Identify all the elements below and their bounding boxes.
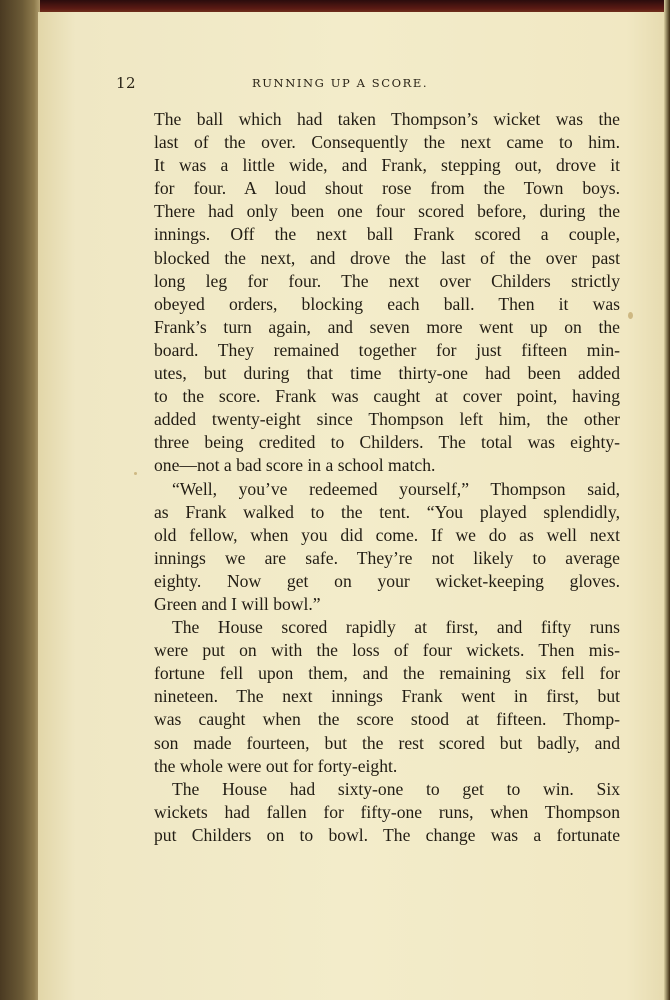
text-line: last of the over. Consequently the next came to him.: [154, 132, 620, 153]
text-line: The ball which had taken Thompson’s wicket was the: [154, 109, 620, 129]
text-line: wickets had fallen for fifty-one runs, when Thompson: [154, 801, 620, 822]
book-binding: [0, 0, 40, 1000]
text-line: Green and I will bowl.”: [154, 593, 321, 614]
text-line: “Well, you’ve redeemed yourself,” Thompson said,: [172, 478, 620, 499]
page-edge: [664, 0, 670, 1000]
text-line: one—not a bad score in a school match.: [154, 455, 436, 476]
page-header: [116, 74, 616, 94]
running-head: RUNNING UP A SCORE.: [252, 76, 429, 90]
text-line: blocked the next, and drove the last of the over past: [154, 247, 620, 268]
text-line: It was a little wide, and Frank, stepping out, drove it: [154, 155, 620, 176]
text-line: innings we are safe. They’re not likely to average: [154, 547, 620, 568]
text-line: fortune fell upon them, and the remaining six fell for: [154, 663, 620, 684]
paper-speck: [628, 312, 633, 319]
page-number: 12: [116, 74, 137, 92]
text-line: the whole were out for forty-eight.: [154, 755, 398, 776]
text-line: board. They remained together for just fifteen min-: [154, 339, 620, 360]
text-line: as Frank walked to the tent. “You played splendidly,: [154, 501, 620, 522]
text-line: three being credited to Childers. The total was eighty-: [154, 432, 620, 453]
text-line: nineteen. The next innings Frank went in first, but: [154, 686, 620, 707]
text-line: old fellow, when you did come. If we do as well next: [154, 524, 620, 545]
text-line: Frank’s turn again, and seven more went up on the: [154, 316, 620, 337]
text-line: innings. Off the next ball Frank scored a couple,: [154, 224, 620, 245]
text-line: long leg for four. The next over Childers strictly: [154, 270, 620, 291]
text-line: for four. A loud shout rose from the Town boys.: [154, 178, 620, 199]
text-line: eighty. Now get on your wicket-keeping gloves.: [154, 570, 620, 591]
text-line: put Childers on to bowl. The change was a fortunate: [154, 824, 620, 845]
text-line: The House scored rapidly at first, and fifty runs: [172, 617, 620, 638]
text-line: were put on with the loss of four wickets. Then mis-: [154, 640, 620, 661]
text-line: The House had sixty-one to get to win. Six: [172, 778, 620, 799]
body-text: [154, 108, 620, 847]
text-line: There had only been one four scored before, during the: [154, 201, 620, 222]
text-line: son made fourteen, but the rest scored but badly, and: [154, 732, 620, 753]
text-line: was caught when the score stood at fifteen. Thomp-: [154, 709, 620, 730]
text-line: added twenty-eight since Thompson left him, the other: [154, 409, 620, 430]
text-line: utes, but during that time thirty-one had been added: [154, 363, 620, 384]
text-line: obeyed orders, blocking each ball. Then it was: [154, 293, 620, 314]
text-line: to the score. Frank was caught at cover point, having: [154, 386, 620, 407]
paper-speck: [134, 472, 137, 475]
